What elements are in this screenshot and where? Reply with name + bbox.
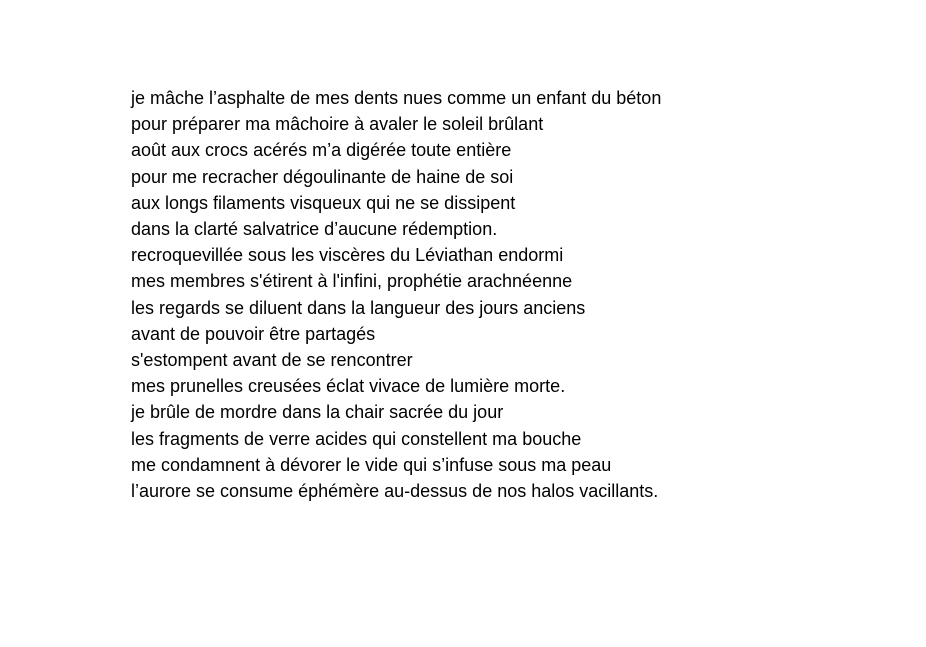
poem-line: mes prunelles creusées éclat vivace de lumière morte. bbox=[131, 376, 566, 397]
poem-line: les fragments de verre acides qui constellent ma bouche bbox=[131, 428, 582, 449]
poem-line: les regards se diluent dans la langueur des jours anciens bbox=[131, 297, 586, 318]
poem-line: avant de pouvoir être partagés bbox=[131, 323, 376, 344]
poem-line: août aux crocs acérés m’a digérée toute entière bbox=[131, 140, 512, 161]
poem-line: dans la clarté salvatrice d’aucune rédemption. bbox=[131, 219, 498, 240]
poem-line: mes membres s'étirent à l'infini, prophétie arachnéenne bbox=[131, 271, 573, 292]
poem-line: je mâche l’asphalte de mes dents nues comme un enfant du béton bbox=[131, 88, 662, 108]
poem-line: aux longs filaments visqueux qui ne se dissipent bbox=[131, 192, 516, 213]
poem-line: pour préparer ma mâchoire à avaler le soleil brûlant bbox=[131, 114, 544, 135]
poem-line: pour me recracher dégoulinante de haine de soi bbox=[131, 166, 514, 187]
poem-line: l’aurore se consume éphémère au-dessus de nos halos vacillants. bbox=[131, 481, 659, 502]
poem-line: recroquevillée sous les viscères du Léviathan endormi bbox=[131, 245, 564, 266]
poem-line: s'estompent avant de se rencontrer bbox=[131, 350, 413, 371]
poem-line: je brûle de mordre dans la chair sacrée du jour bbox=[131, 402, 504, 423]
poem-text bbox=[131, 85, 661, 504]
poem-line: me condamnent à dévorer le vide qui s’infuse sous ma peau bbox=[131, 454, 612, 475]
